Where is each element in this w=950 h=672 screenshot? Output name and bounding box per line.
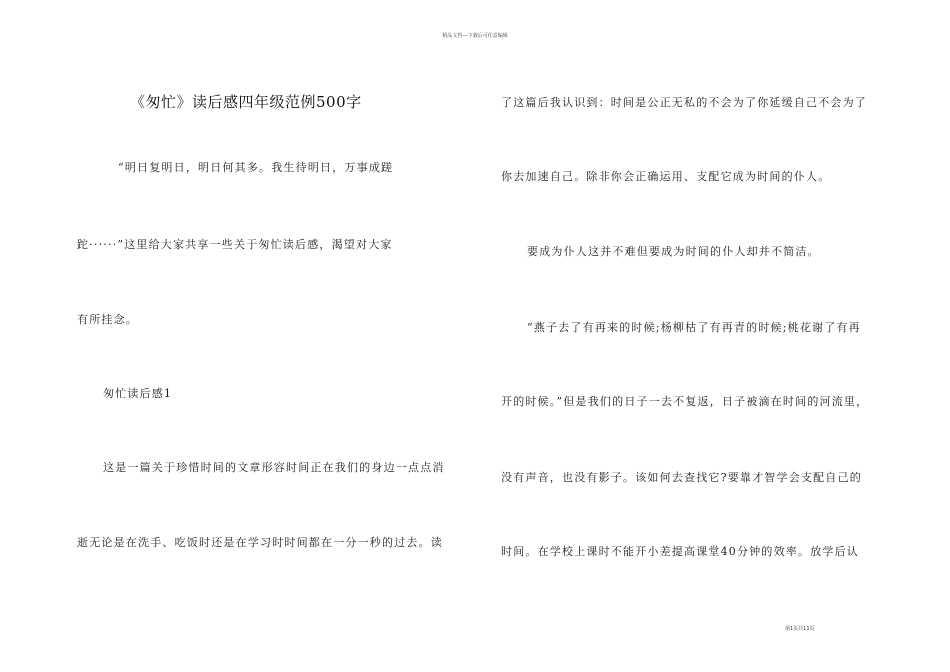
paragraph-line: 时间。在学校上课时不能开小差提高课堂40分钟的效率。放学后认 bbox=[501, 545, 859, 558]
paragraph-line: 你去加速自己。除非你会正确运用、支配它成为时间的仆人。 bbox=[501, 170, 831, 183]
page-header: 精品文档---下载后可任意编辑 bbox=[442, 33, 508, 39]
paragraph-line: 逝无论是在洗手、吃饭时还是在学习时时间都在一分一秒的过去。读 bbox=[77, 536, 443, 549]
paragraph-line: 这是一篇关于珍惜时间的文章形容时间正在我们的身边一点点消 bbox=[103, 461, 445, 474]
paragraph-line: 没有声音，也没有影子。该如何去查找它?要靠才智学会支配自己的 bbox=[501, 471, 862, 484]
paragraph-line: 有所挂念。 bbox=[77, 313, 138, 326]
paragraph-line: 了这篇后我认识到：时间是公正无私的不会为了你延缓自己不会为了 bbox=[501, 96, 867, 109]
paragraph-line: 开的时候。”但是我们的日子一去不复返，日子被滴在时间的河流里， bbox=[501, 395, 869, 408]
paragraph-line: 要成为仆人这并不难但要成为时间的仆人却并不简洁。 bbox=[527, 245, 820, 258]
section-heading: 匆忙读后感1 bbox=[103, 387, 173, 400]
page-number: 第1页共11页 bbox=[785, 626, 815, 632]
paragraph-line: “燕子去了有再来的时候;杨柳枯了有再青的时候;桃花谢了有再 bbox=[527, 321, 861, 334]
paragraph-line: 跎······”这里给大家共享一些关于匆忙读后感，渴望对大家 bbox=[77, 238, 393, 251]
paragraph-line: “明日复明日，明日何其多。我生待明日，万事成蹉 bbox=[118, 161, 394, 174]
document-title: 《匆忙》读后感四年级范例500字 bbox=[130, 93, 362, 111]
